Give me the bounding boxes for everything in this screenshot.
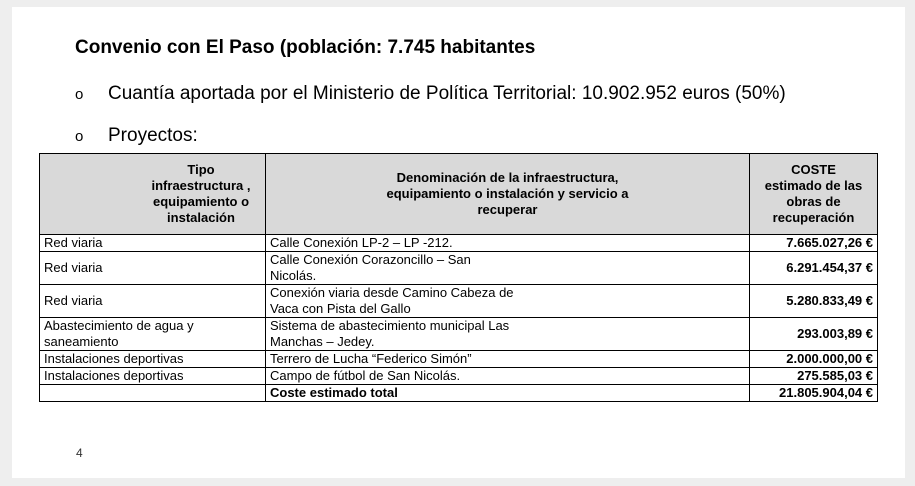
row-cost: 5.280.833,49 € — [750, 285, 878, 318]
row-name: Campo de fútbol de San Nicolás. — [266, 368, 750, 385]
table-header-row — [40, 154, 878, 235]
row-type: Red viaria — [40, 235, 266, 252]
row-type: Instalaciones deportivas — [40, 351, 266, 368]
funding-text: Cuantía aportada por el Ministerio de Política Territorial: 10.902.952 euros (50%) — [108, 83, 786, 104]
row-cost: 275.585,03 € — [750, 368, 878, 385]
total-row — [40, 385, 878, 402]
table-row — [40, 351, 878, 368]
row-cost: 6.291.454,37 € — [750, 252, 878, 285]
table-row — [40, 252, 878, 285]
projects-label: Proyectos: — [108, 125, 198, 146]
section-heading: Convenio con El Paso (población: 7.745 habitantes — [75, 37, 536, 58]
total-label: Coste estimado total — [266, 385, 750, 402]
funding-bullet — [75, 83, 786, 105]
table-row — [40, 285, 878, 318]
bullet-marker: o — [75, 86, 84, 103]
projects-table — [39, 153, 878, 402]
row-cost: 7.665.027,26 € — [750, 235, 878, 252]
row-type: Red viaria — [40, 285, 266, 318]
row-cost: 2.000.000,00 € — [750, 351, 878, 368]
page-number: 4 — [76, 446, 83, 460]
row-name: Sistema de abastecimiento municipal Las Manchas – Jedey. — [266, 318, 750, 351]
total-type — [40, 385, 266, 402]
row-name: Calle Conexión LP-2 – LP -212. — [266, 235, 750, 252]
header-name: Denominación de la infraestructura, equipamiento o instalación y servicio a recuperar — [266, 154, 750, 235]
row-name: Conexión viaria desde Camino Cabeza de Vaca con Pista del Gallo — [266, 285, 750, 318]
row-cost: 293.003,89 € — [750, 318, 878, 351]
table-row — [40, 235, 878, 252]
bullet-marker: o — [75, 128, 84, 145]
total-cost: 21.805.904,04 € — [750, 385, 878, 402]
document-page — [12, 7, 905, 478]
row-type: Red viaria — [40, 252, 266, 285]
row-name: Terrero de Lucha “Federico Simón” — [266, 351, 750, 368]
table-row — [40, 368, 878, 385]
header-type: Tipo infraestructura , equipamiento o instalación — [40, 154, 266, 235]
row-type: Abastecimiento de agua y saneamiento — [40, 318, 266, 351]
row-name: Calle Conexión Corazoncillo – San Nicolás. — [266, 252, 750, 285]
header-cost: COSTE estimado de las obras de recuperación — [750, 154, 878, 235]
table-row — [40, 318, 878, 351]
row-type: Instalaciones deportivas — [40, 368, 266, 385]
projects-bullet — [75, 125, 198, 147]
